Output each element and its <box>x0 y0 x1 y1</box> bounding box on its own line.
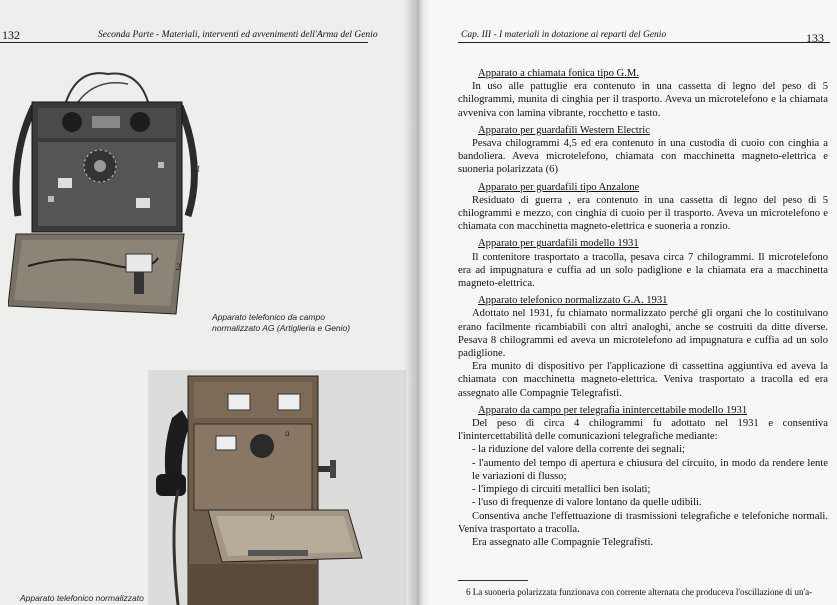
section-body-western-electric <box>458 137 828 177</box>
section-title-anzalone: Apparato per guardafili tipo Anzalone <box>478 181 640 193</box>
paragraph: Consentiva anche l'effettuazione di trasmissioni telegrafiche e telefoniche normali. Veniva trasportato a tracolla. <box>458 510 828 535</box>
paragraph: Era munito di dispositivo per l'applicazione di cassettina aggiuntiva ed aveva la chiamata con macchinetta magneto-elettrica. Veniva trasportato a tracolla ed era assegnato alle Compagnie Telegrafisti. <box>458 361 828 399</box>
section-title-1931: Apparato per guardafili modello 1931 <box>478 238 639 250</box>
list-item: - l'aumento del tempo di apertura e chiusura del circuito, in modo da rendere lente le variazioni di flusso; <box>472 457 828 482</box>
paragraph: In uso alle pattuglie era contenuto in una cassetta di legno del peso di 5 chilogrammi, munita di cinghia per il trasporto. Aveva un microtelefono e la chiamata avveniva con lamina vibrante, rocchetto e tasto. <box>458 81 828 119</box>
list-item: - l'uso di frequenze di valore lontano da quelle udibili. <box>472 497 702 509</box>
figure1-caption-line1: Apparato telefonico da campo <box>212 312 325 322</box>
callout-1: 1 <box>196 164 201 174</box>
section-title-western-electric: Apparato per guardafili Western Electric <box>478 124 650 136</box>
right-page-number: 133 <box>806 31 824 45</box>
paragraph: Il contenitore trasportato a tracolla, pesava circa 7 chilogrammi. Il microtelefono era ad impugnatura e cuffia ad un solo padiglione e la chiamata era a macchinetta magneto-elettrica. <box>458 251 828 290</box>
section-body-telegraph <box>458 417 828 549</box>
section-title-telegraph: Apparato da campo per telegrafia inintercettabile modello 1931 <box>478 404 748 416</box>
section-body-1931 <box>458 251 828 291</box>
normalized-telephone-photo <box>148 370 406 605</box>
list-item: - l'impiego di circuiti metallici ben isolati; <box>472 484 651 496</box>
section-title-gm: Apparato a chiamata fonica tipo G.M. <box>478 68 639 79</box>
list-item: - la riduzione del valore della corrente dei segnali; <box>472 444 685 456</box>
left-page <box>0 0 415 605</box>
left-running-head: Seconda Parte - Materiali, interventi ed avvenimenti dell'Arma del Genio <box>98 30 378 40</box>
callout-2: 2 <box>176 262 181 272</box>
footnote: 6 La suoneria polarizzata funzionava con corrente alternata che produceva l'oscillazione di un'a- <box>466 587 813 597</box>
figure2-caption-line1: Apparato telefonico normalizzato <box>20 593 144 603</box>
section-body-anzalone <box>458 194 828 234</box>
section-body-gm <box>458 80 828 120</box>
right-body-text <box>458 66 828 552</box>
figure1-caption-line2: normalizzato AG (Artiglieria e Genio) <box>212 323 351 333</box>
paragraph: Adottato nel 1931, fu chiamato normalizzato perché gli organi che lo costituivano erano facilmente ricambiabili con altri analoghi, anche se costruiti da ditte diverse. Pesava 8 chilogrammi ed aveva un microtelefono ad impugnatura e cuffia ad un solo padiglione. <box>458 308 828 360</box>
paragraph: Residuato di guerra , era contenuto in una cassetta di legno del peso di 5 chilogrammi e mezzo, con cinghia di cuoio per il trasporto. Aveva un microtelefono e chiamata con macchinetta magneto-elettrica e suoneria a ronzio. <box>458 194 828 233</box>
figure2-caption <box>20 593 144 604</box>
section-body-ga-1931 <box>458 307 828 399</box>
footnote-rule <box>458 580 528 581</box>
callout-b: b <box>270 512 275 522</box>
field-telephone-photo <box>8 66 208 318</box>
figure1-caption <box>212 312 350 334</box>
callout-a: a <box>285 428 290 438</box>
section-title-ga-1931: Apparato telefonico normalizzato G.A. 1931 <box>478 295 668 307</box>
left-page-number: 132 <box>2 28 20 42</box>
paragraph: Era assegnato alle Compagnie Telegrafisti. <box>472 536 654 548</box>
book-gutter <box>404 0 430 605</box>
paragraph: Pesava chilogrammi 4,5 ed era contenuto in una custodia di cuoio con cinghia a bandoliera. Aveva microtelefono, chiamata con macchinetta magneto-elettrica e suoneria polarizzata (6) <box>458 138 828 176</box>
right-running-head: Cap. III - I materiali in dotazione ai reparti del Genio <box>461 30 667 40</box>
paragraph: Del peso di circa 4 chilogrammi fu adottato nel 1931 e consentiva l'inintercettabilità delle comunicazioni telegrafiche mediante: <box>458 418 828 443</box>
